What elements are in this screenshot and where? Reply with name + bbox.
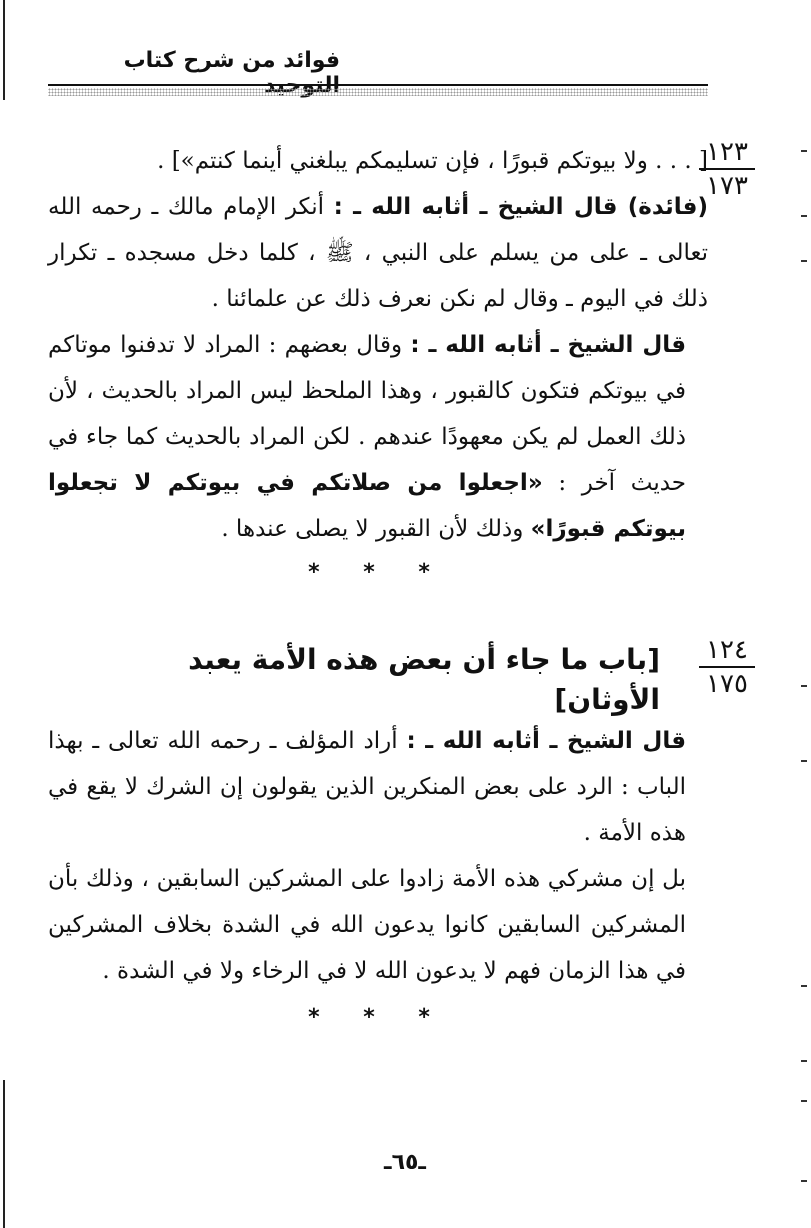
margin-number-bottom: ١٧٥: [706, 669, 748, 699]
page-edge-line: [3, 0, 5, 100]
section-separator-stars: * * *: [308, 1005, 448, 1030]
speaker-label: (فائدة) قال الشيخ ـ أثابه الله ـ :: [333, 194, 708, 220]
scan-edge-mark: [801, 1100, 807, 1102]
margin-number-bottom: ١٧٣: [706, 171, 748, 201]
margin-fraction-line: [699, 666, 755, 668]
scan-edge-mark: [801, 760, 807, 762]
scan-edge-mark: [801, 150, 807, 152]
hadith-quote: «اجعلوا من صلاتكم في بيوتكم لا تجعلوا بيوتكم قبورًا»: [48, 470, 686, 542]
section2-body: [48, 718, 708, 994]
speaker-label: قال الشيخ ـ أثابه الله ـ :: [410, 332, 686, 358]
paragraph-text: وذلك لأن القبور لا يصلى عندها .: [221, 516, 524, 542]
scan-edge-mark: [801, 685, 807, 687]
scan-edge-mark: [801, 215, 807, 217]
paragraph-explanation: [48, 322, 708, 552]
header-rule: [48, 84, 708, 86]
running-header-title: فوائد من شرح كتاب: [123, 48, 340, 73]
header-dotted-band: [48, 88, 708, 96]
chapter-heading: [باب ما جاء أن بعض هذه الأمة يعبد الأوثان]: [188, 643, 660, 716]
page-edge-line: [3, 1080, 5, 1228]
scan-edge-mark: [801, 1180, 807, 1182]
scan-edge-mark: [801, 1060, 807, 1062]
paragraph-text: أراد المؤلف ـ رحمه الله تعالى ـ بهذا الباب : الرد على بعض المنكرين الذين يقولون إن الشرك لا يقع في هذه الأمة .: [48, 728, 686, 846]
section1-body: [48, 138, 708, 552]
paragraph-text: وقال بعضهم : المراد لا تدفنوا موتاكم في بيوتكم فتكون كالقبور ، وهذا الملحظ ليس المراد بالحديث ، لأن ذلك العمل لم يكن معهودًا عندهم . لكن المراد بالحديث كما جاء في حديث آخر :: [48, 332, 687, 496]
quote-continuation: [ . . . ولا بيوتكم قبورًا ، فإن تسليمكم يبلغني أينما كنتم»] .: [157, 148, 708, 174]
margin-number-top: ١٢٤: [706, 635, 748, 665]
paragraph-author-intent: [48, 718, 708, 856]
scan-edge-mark: [801, 260, 807, 262]
scan-edge-mark: [801, 985, 807, 987]
margin-reference-124-175: [691, 636, 763, 698]
margin-number-top: ١٢٣: [706, 137, 748, 167]
paragraph-faida: [48, 184, 708, 322]
paragraph-text: أنكر الإمام مالك ـ رحمه الله تعالى ـ على من يسلم على النبي ، ﷺ ، كلما دخل مسجده ـ تكرار ذلك في اليوم ـ وقال لم نكن نعرف ذلك عن علمائنا .: [48, 194, 708, 312]
speaker-label: قال الشيخ ـ أثابه الله ـ :: [406, 728, 687, 754]
page-number: ـ٦٥ـ: [384, 1150, 426, 1175]
section-separator-stars: * * *: [308, 560, 448, 585]
paragraph-polytheists: بل إن مشركي هذه الأمة زادوا على المشركين السابقين ، وذلك بأن المشركين السابقين كانوا يدعون الله في الشدة بخلاف المشركين في هذا الزمان فهم لا يدعون الله لا في الرخاء ولا في الشدة .: [48, 866, 686, 984]
